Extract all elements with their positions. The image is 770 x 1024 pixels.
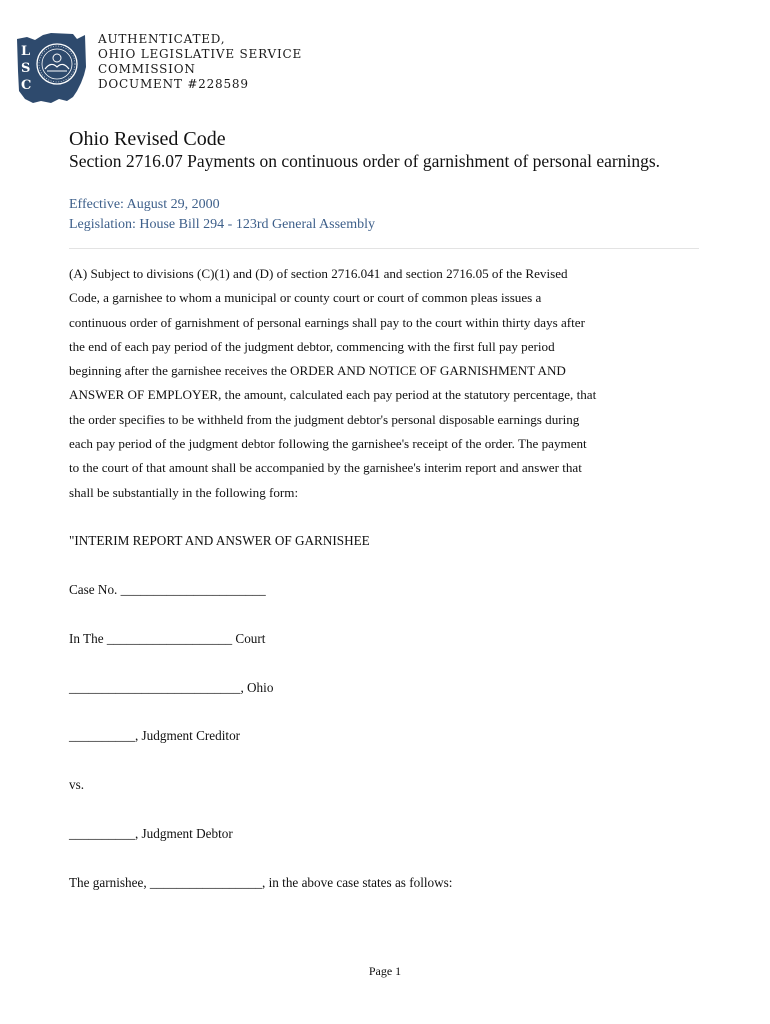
- case-number-field: Case No. ______________________: [69, 582, 266, 597]
- logo-letter-c: C: [21, 78, 32, 93]
- page-number: Page 1: [368, 964, 402, 978]
- paragraph-line: beginning after the garnishee receives the ORDER AND NOTICE OF GARNISHMENT AND: [69, 363, 566, 379]
- stamp-line-2: OHIO LEGISLATIVE SERVICE: [98, 47, 303, 61]
- paragraph-line: Code, a garnishee to whom a municipal or county court or court of common pleas issues a: [69, 290, 542, 306]
- stamp-line-4: DOCUMENT #228589: [98, 77, 249, 91]
- county-field: __________________________, Ohio: [69, 680, 274, 695]
- section-heading: Section 2716.07 Payments on continuous order of garnishment of personal earnings.: [69, 151, 661, 171]
- stamp-line-1: AUTHENTICATED,: [98, 32, 226, 46]
- authentication-stamp: [98, 32, 302, 92]
- paragraph-line: continuous order of garnishment of personal earnings shall pay to the court within thirty days after: [69, 314, 585, 330]
- paragraph-line: (A) Subject to divisions (C)(1) and (D) of section 2716.041 and section 2716.05 of the Revised: [69, 266, 568, 281]
- paragraph-line: each pay period of the judgment debtor following the garnishee's receipt of the order. The payment: [69, 436, 587, 452]
- judgment-creditor-field: __________, Judgment Creditor: [69, 728, 241, 743]
- effective-date: Effective: August 29, 2000: [69, 197, 220, 212]
- paragraph-line: the order specifies to be withheld from the judgment debtor's personal disposable earnings during: [69, 411, 580, 427]
- logo-letter-s: S: [21, 61, 31, 76]
- paragraph-line: shall be substantially in the following form:: [69, 484, 299, 500]
- logo-letter-l: L: [21, 44, 31, 59]
- paragraph-a: [69, 262, 701, 505]
- header-divider: [69, 248, 699, 249]
- court-field: In The ___________________ Court: [69, 631, 266, 646]
- versus-text: vs.: [69, 777, 85, 792]
- paragraph-line: ANSWER OF EMPLOYER, the amount, calculated each pay period at the statutory percentage, that: [69, 387, 597, 403]
- document-title: Ohio Revised Code: [69, 128, 226, 150]
- judgment-debtor-field: __________, Judgment Debtor: [69, 826, 233, 841]
- ohio-lsc-seal-icon: [15, 31, 89, 105]
- legislation-info: Legislation: House Bill 294 - 123rd General Assembly: [69, 217, 376, 232]
- paragraph-line: the end of each pay period of the judgment debtor, commencing with the first full pay period: [69, 338, 555, 354]
- garnishee-statement: The garnishee, _________________, in the above case states as follows:: [69, 875, 453, 890]
- paragraph-line: to the court of that amount shall be accompanied by the garnishee's interim report and answer that: [69, 460, 582, 476]
- stamp-line-3: COMMISSION: [98, 62, 196, 76]
- form-title: "INTERIM REPORT AND ANSWER OF GARNISHEE: [69, 533, 370, 548]
